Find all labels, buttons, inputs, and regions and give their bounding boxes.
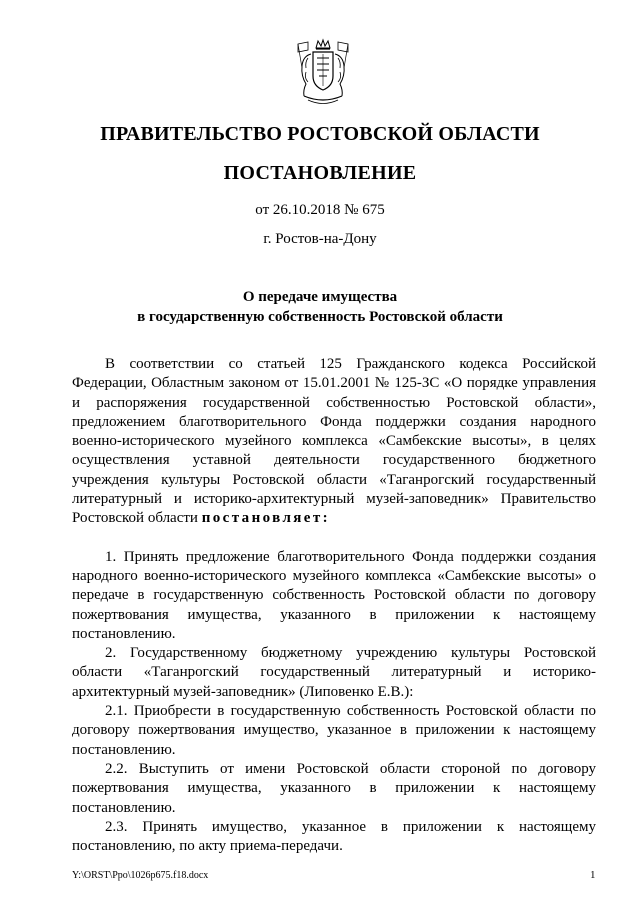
item-2-1-paragraph: 2.1. Приобрести в государственную собственность Ростовской области по договору пожертвования имущество, указанное в приложении к настоящему постановлению. xyxy=(72,703,596,758)
footer-file-path: Y:\ORST\Ppo\1026p675.f18.docx xyxy=(72,870,209,881)
paragraph-spacer xyxy=(72,529,596,548)
government-title: ПРАВИТЕЛЬСТВО РОСТОВСКОЙ ОБЛАСТИ xyxy=(100,123,540,145)
subject-line-1: О передаче имущества xyxy=(242,289,398,305)
resolves-keyword: постановляет: xyxy=(201,510,330,527)
decree-body xyxy=(72,355,596,856)
decree-subject xyxy=(0,287,640,327)
item-2-paragraph: 2. Государственному бюджетному учреждению культуры Ростовской области «Таганрогский государственный литературный и историко-архитектурный музей-заповедник» (Липовенко Е.В.): xyxy=(72,645,596,700)
item-1-paragraph: 1. Принять предложение благотворительного Фонда поддержки создания народного военно-исторического музейного комплекса «Самбекские высоты» о передаче в государственную собственность Ростовской области по договору пожертвования имущества, указанного в приложении к настоящему постановлению. xyxy=(72,548,596,642)
preamble-text: В соответствии со статьей 125 Гражданского кодекса Российской Федерации, Областным законом от 15.01.2001 № 125-ЗС «О порядке управления и распоряжения государственной собственностью Ростовской области», предложением благотворительного Фонда поддержки создания народного военно-исторического музейного комплекса «Самбекские высоты», в целях осуществления уставной деятельности государственного бюджетного учреждения культуры Ростовской области «Таганрогский государственный литературный и историко-архитектурный музей-заповедник» Правительство Ростовской области xyxy=(72,356,596,527)
issuing-city: г. Ростов-на-Дону xyxy=(263,231,377,247)
preamble-paragraph xyxy=(72,355,596,529)
subject-line-2: в государственную собственность Ростовской области xyxy=(137,309,503,325)
item-2-3-paragraph: 2.3. Принять имущество, указанное в приложении к настоящему постановлению, по акту приема-передачи. xyxy=(72,818,596,855)
document-type-title: ПОСТАНОВЛЕНИЕ xyxy=(223,162,417,184)
item-2-2-paragraph: 2.2. Выступить от имени Ростовской области стороной по договору пожертвования имущества, указанного в приложении к настоящему постановлению. xyxy=(72,760,596,816)
page-number: 1 xyxy=(590,869,596,881)
rostov-coat-of-arms-icon xyxy=(294,38,352,108)
decree-date-number: от 26.10.2018 № 675 xyxy=(255,202,385,218)
